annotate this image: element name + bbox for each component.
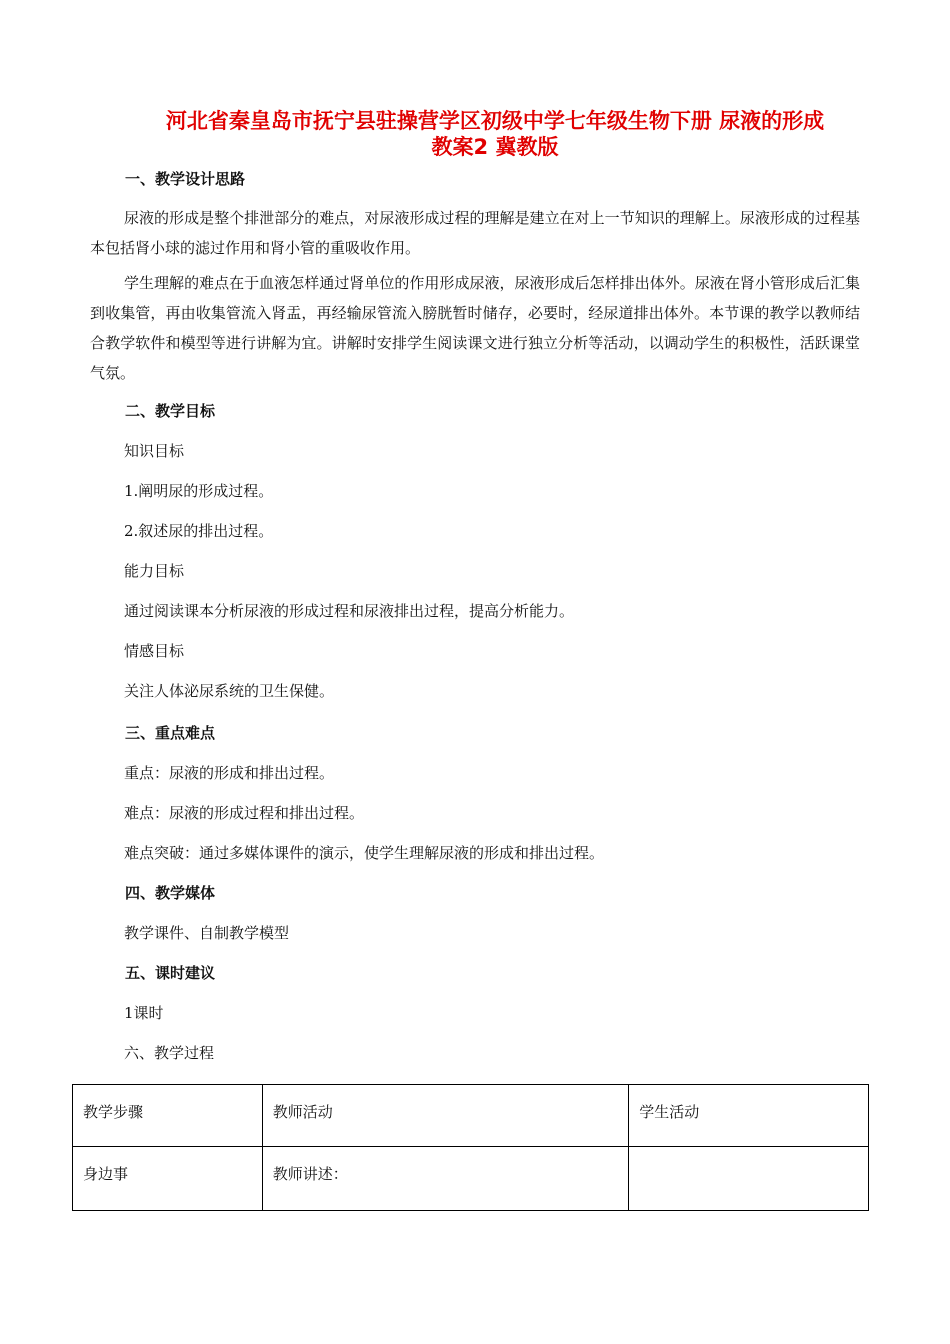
title-line-1: 河北省秦皇岛市抚宁县驻操营学区初级中学七年级生物下册 尿液的形成 (165, 109, 825, 133)
section5-text: 1课时 (124, 1004, 164, 1022)
table-cell: 教师讲述： (262, 1147, 629, 1211)
section4-text: 教学课件、自制教学模型 (124, 924, 290, 942)
knowledge-goal-item-1: 1.阐明尿的形成过程。 (124, 482, 274, 500)
emotion-goal-text: 关注人体泌尿系统的卫生保健。 (124, 682, 335, 700)
knowledge-goal-item-2: 2.叙述尿的排出过程。 (124, 522, 274, 540)
key-point: 重点：尿液的形成和排出过程。 (124, 764, 335, 782)
table-header-cell: 学生活动 (629, 1085, 869, 1147)
table-cell (629, 1147, 869, 1211)
section2-heading: 二、教学目标 (125, 402, 216, 420)
section6-heading: 六、教学过程 (124, 1044, 215, 1062)
ability-goal-text: 通过阅读课本分析尿液的形成过程和尿液排出过程，提高分析能力。 (124, 602, 575, 620)
table-header-cell: 教师活动 (262, 1085, 629, 1147)
teaching-process-table (72, 1084, 869, 1211)
document-title (100, 108, 890, 160)
section1-heading: 一、教学设计思路 (125, 170, 246, 188)
ability-goal-label: 能力目标 (124, 562, 185, 580)
table-header-cell: 教学步骤 (73, 1085, 263, 1147)
section1-para2: 学生理解的难点在于血液怎样通过肾单位的作用形成尿液，尿液形成后怎样排出体外。尿液在肾小管形成后汇集到收集管，再由收集管流入肾盂，再经输尿管流入膀胱暂时储存，必要时，经尿道排出体外。本节课的教学以教师结合教学软件和模型等进行讲解为宜。讲解时安排学生阅读课文进行独立分析等活动，以调动学生的积极性，活跃课堂气氛。 (90, 274, 860, 382)
table-row (73, 1147, 869, 1211)
table-cell: 身边事 (73, 1147, 263, 1211)
title-line-2: 教案2 冀教版 (431, 135, 559, 159)
section3-heading: 三、重点难点 (125, 724, 216, 742)
emotion-goal-label: 情感目标 (124, 642, 185, 660)
difficulty-point: 难点：尿液的形成过程和排出过程。 (124, 804, 365, 822)
difficulty-breakthrough: 难点突破：通过多媒体课件的演示，使学生理解尿液的形成和排出过程。 (124, 844, 605, 862)
section5-heading: 五、课时建议 (125, 964, 216, 982)
section1-para1: 尿液的形成是整个排泄部分的难点，对尿液形成过程的理解是建立在对上一节知识的理解上。尿液形成的过程基本包括肾小球的滤过作用和肾小管的重吸收作用。 (90, 209, 860, 257)
section4-heading: 四、教学媒体 (125, 884, 216, 902)
table-header-row (73, 1085, 869, 1147)
knowledge-goal-label: 知识目标 (124, 442, 185, 460)
